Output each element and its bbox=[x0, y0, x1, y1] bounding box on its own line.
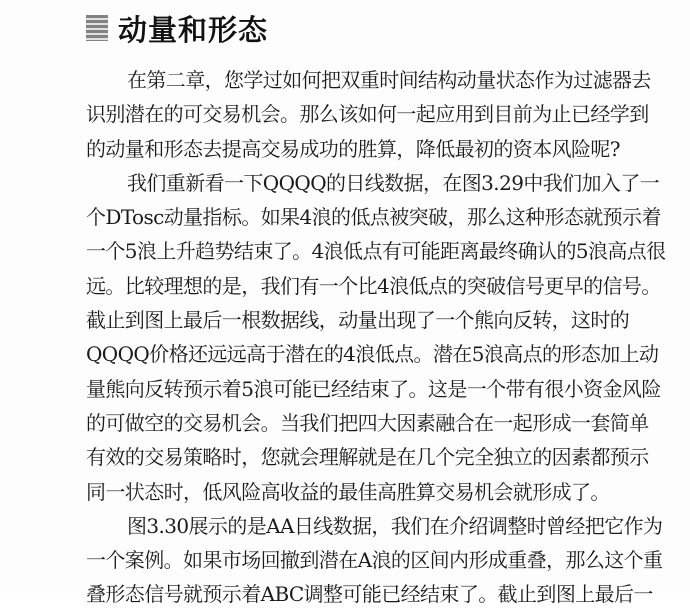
text-line: QQQQ价格还远远高于潜在的4浪低点。潜在5浪高点的形态加上动 bbox=[86, 342, 659, 367]
text-line: 识别潜在的可交易机会。那么该如何一起应用到目前为止已经学到 bbox=[86, 102, 649, 127]
text-line: 图3.30展示的是AA日线数据，我们在介绍调整时曾经把它作为 bbox=[127, 513, 663, 538]
text-line: 个DTosc动量指标。如果4浪的低点被突破，那么这种形态就预示着 bbox=[86, 205, 661, 230]
section-title: 动量和形态 bbox=[118, 12, 269, 47]
text-line: 截止到图上最后一根数据线，动量出现了一个熊向反转，这时的 bbox=[86, 308, 630, 333]
text-line: 同一状态时，低风险高收益的最佳高胜算交易机会就形成了。 bbox=[86, 479, 610, 504]
text-line: 在第二章，您学过如何把双重时间结构动量状态作为过滤器去 bbox=[127, 68, 651, 92]
text-line: 的可做空的交易机会。当我们把四大因素融合在一起形成一套简单 bbox=[86, 410, 649, 435]
text-line: 一个5浪上升趋势结束了。4浪低点有可能距离最终确认的5浪高点很 bbox=[86, 239, 666, 264]
body-text bbox=[86, 63, 672, 612]
text-line: 远。比较理想的是，我们有一个比4浪低点的突破信号更早的信号。 bbox=[86, 273, 661, 298]
section-heading bbox=[86, 8, 268, 48]
text-line: 有效的交易策略时，您就会理解就是在几个完全独立的因素都预示 bbox=[86, 445, 649, 470]
text-line: 我们重新看一下QQQQ的日线数据，在图3.29中我们加入了一 bbox=[127, 170, 660, 195]
text-line: 的动量和形态去提高交易成功的胜算，降低最初的资本风险呢? bbox=[86, 136, 620, 161]
text-line: 一个案例。如果市场回撤到潜在A浪的区间内形成重叠，那么这个重 bbox=[86, 548, 663, 573]
section-mark-icon bbox=[86, 15, 108, 41]
text-line: 量熊向反转预示着5浪可能已经结束了。这是一个带有很小资金风险 bbox=[86, 376, 661, 401]
text-line: 叠形态信号就预示着ABC调整可能已经结束了。截止到图上最后一 bbox=[86, 582, 653, 607]
